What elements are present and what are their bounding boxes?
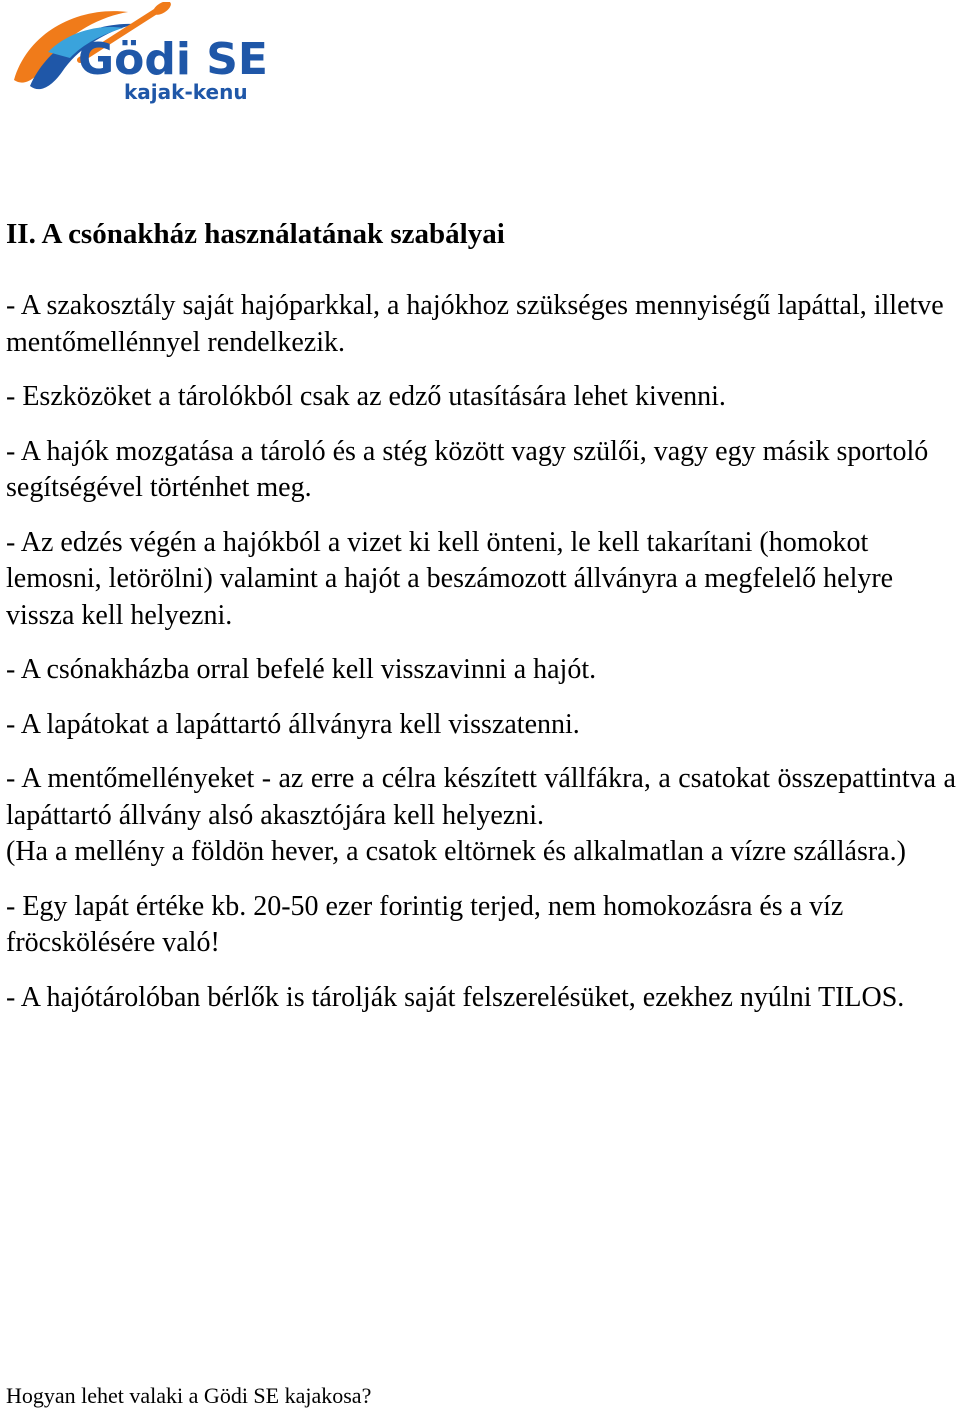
logo-brand-text: Gödi SE (78, 34, 268, 85)
rule-item: - A szakosztály saját hajóparkkal, a hajókhoz szükséges mennyiségű lapáttal, illetve mentőmellénnyel rendelkezik. (6, 290, 944, 358)
rule-item: - A lapátokat a lapáttartó állványra kell visszatenni. (6, 708, 580, 740)
rule-item: - Eszközöket a tárolókból csak az edző utasítására lehet kivenni. (6, 381, 726, 412)
rule-item: - A mentőmellényeket - az erre a célra készített vállfákra, a csatokat összepattintva a lapáttartó állvány alsó akasztójára kell helyezni. (6, 763, 956, 831)
rule-item: - Egy lapát értéke kb. 20-50 ezer forintig terjed, nem homokozásra és a víz fröcskölésére való! (6, 890, 844, 958)
section-title: II. A csónakház használatának szabályai (6, 218, 505, 250)
rule-item: - A hajók mozgatása a tároló és a stég között vagy szülői, vagy egy másik sportoló segítségével történhet meg. (6, 435, 929, 503)
club-logo (8, 2, 270, 106)
rules-list (6, 288, 956, 1034)
rule-note: (Ha a mellény a földön hever, a csatok eltörnek és alkalmatlan a vízre szállásra.) (6, 836, 906, 867)
rule-item: - Az edzés végén a hajókból a vizet ki kell önteni, le kell takarítani (homokot lemosni, letörölni) valamint a hajót a beszámozott állványra a megfelelő helyre vissza kell helyezni. (6, 526, 894, 631)
rule-item: - A csónakházba orral befelé kell visszavinni a hajót. (6, 654, 597, 685)
footer-text: Hogyan lehet valaki a Gödi SE kajakosa? (6, 1383, 372, 1408)
logo-graphic (8, 2, 270, 106)
logo-sub-text: kajak-kenu (124, 80, 248, 104)
rule-item: - A hajótárolóban bérlők is tárolják saját felszerelésüket, ezekhez nyúlni TILOS. (6, 981, 905, 1013)
